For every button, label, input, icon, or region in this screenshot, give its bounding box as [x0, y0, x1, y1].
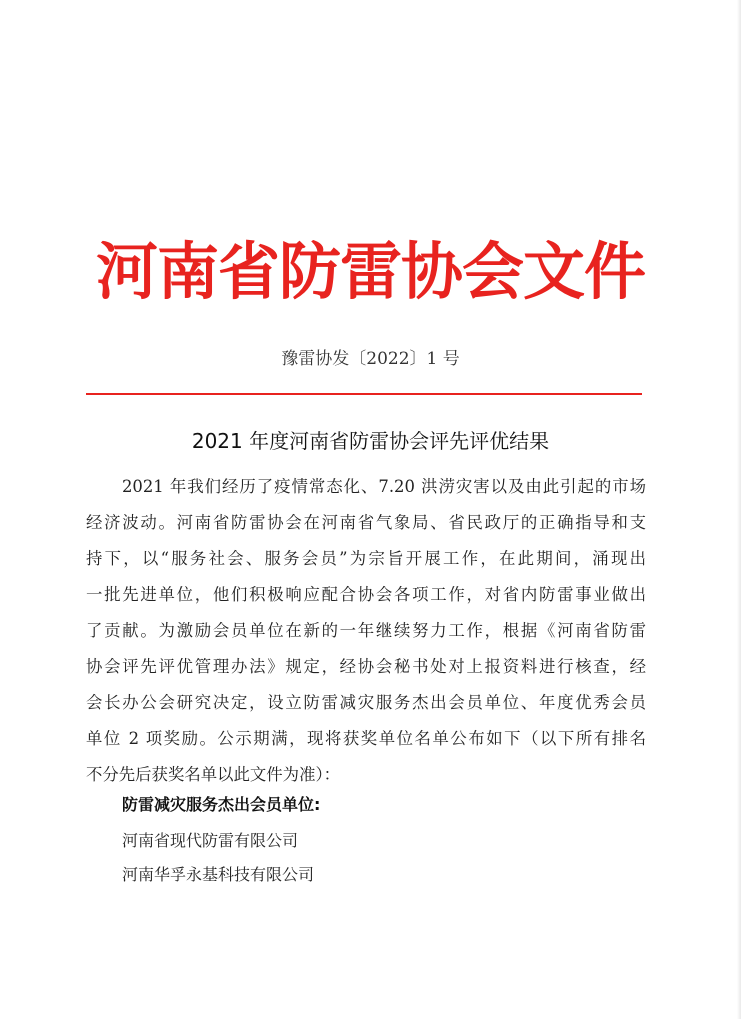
paragraph-line: 持下，以“服务社会、服务会员”为宗旨开展工作，在此期间，涌现出	[86, 549, 646, 568]
paragraph-line: 不分先后获奖名单以此文件为准）：	[86, 765, 341, 784]
document-header-title: 河南省防雷协会文件	[96, 235, 646, 308]
red-divider-line	[86, 393, 642, 395]
section-heading: 防雷减灾服务杰出会员单位:	[122, 795, 321, 814]
paragraph-line: 协会评先评优管理办法》规定，经协会秘书处对上报资料进行核查，经	[86, 657, 646, 676]
document-title: 2021 年度河南省防雷协会评先评优结果	[191, 429, 550, 453]
paragraph-line: 2021 年我们经历了疫情常态化、7.20 洪涝灾害以及由此引起的市场	[122, 477, 646, 496]
page-edge-shadow	[737, 0, 741, 1019]
document-number: 豫雷协发〔2022〕1 号	[281, 349, 460, 369]
company-list-item: 河南华孚永基科技有限公司	[122, 865, 315, 884]
paragraph-line: 了贡献。为激励会员单位在新的一年继续努力工作，根据《河南省防雷	[86, 621, 646, 640]
paragraph-line: 会长办公会研究决定，设立防雷减灾服务杰出会员单位、年度优秀会员	[86, 693, 646, 712]
company-list-item: 河南省现代防雷有限公司	[122, 831, 299, 850]
paragraph-line: 单位 2 项奖励。公示期满，现将获奖单位名单公布如下（以下所有排名	[86, 729, 646, 748]
paragraph-line: 一批先进单位，他们积极响应配合协会各项工作，对省内防雷事业做出	[86, 585, 646, 604]
paragraph-line: 经济波动。河南省防雷协会在河南省气象局、省民政厅的正确指导和支	[86, 513, 646, 532]
